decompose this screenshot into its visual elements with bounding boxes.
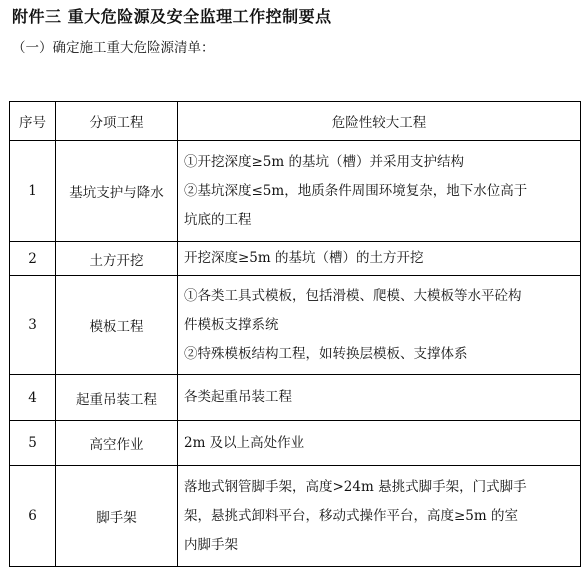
- description-line: ②特殊模板结构工程，如转换层模板、支撑体系: [184, 345, 468, 362]
- row-description: [178, 276, 581, 375]
- document-heading: 附件三 重大危险源及安全监理工作控制要点: [12, 7, 332, 26]
- row-seq: 1: [10, 141, 56, 242]
- description-line: ①开挖深度≥5m 的基坑（槽）并采用支护结构: [184, 153, 464, 170]
- header-seq: 序号: [10, 102, 56, 141]
- description-line: 架，悬挑式卸料平台，移动式操作平台，高度≥5m 的室: [184, 507, 518, 524]
- row-category: 脚手架: [56, 466, 178, 567]
- description-line: 坑底的工程: [184, 211, 252, 228]
- row-seq: 4: [10, 375, 56, 421]
- table-row: [10, 466, 581, 567]
- document-subheading: （一）确定施工重大危险源清单：: [12, 40, 215, 56]
- row-category: 模板工程: [56, 276, 178, 375]
- table-row: [10, 421, 581, 466]
- row-seq: 5: [10, 421, 56, 466]
- table-row: [10, 242, 581, 276]
- row-category: 土方开挖: [56, 242, 178, 276]
- row-category: 起重吊装工程: [56, 375, 178, 421]
- row-description: [178, 466, 581, 567]
- row-seq: 6: [10, 466, 56, 567]
- description-line: 落地式钢管脚手架，高度>24m 悬挑式脚手架，门式脚手: [184, 478, 527, 495]
- table-row: [10, 276, 581, 375]
- table-row: [10, 141, 581, 242]
- row-seq: 3: [10, 276, 56, 375]
- description-line: 各类起重吊装工程: [184, 389, 292, 405]
- description-line: ②基坑深度≤5m，地质条件周围环境复杂，地下水位高于: [184, 182, 528, 199]
- description-line: 内脚手架: [184, 536, 238, 553]
- header-category: 分项工程: [56, 102, 178, 141]
- row-description: [178, 375, 581, 421]
- row-seq: 2: [10, 242, 56, 276]
- description-line: 件模板支撑系统: [184, 316, 279, 333]
- row-category: 基坑支护与降水: [56, 141, 178, 242]
- description-line: 开挖深度≥5m 的基坑（槽）的土方开挖: [184, 250, 424, 266]
- table-row: [10, 375, 581, 421]
- hazard-source-table: [9, 101, 581, 567]
- row-description: [178, 242, 581, 276]
- row-description: [178, 421, 581, 466]
- row-description: [178, 141, 581, 242]
- description-line: 2m 及以上高处作业: [184, 434, 305, 451]
- header-description: 危险性较大工程: [178, 102, 581, 141]
- description-line: ①各类工具式模板，包括滑模、爬模、大模板等水平砼构: [184, 287, 522, 304]
- row-category: 高空作业: [56, 421, 178, 466]
- table-header-row: [10, 102, 581, 141]
